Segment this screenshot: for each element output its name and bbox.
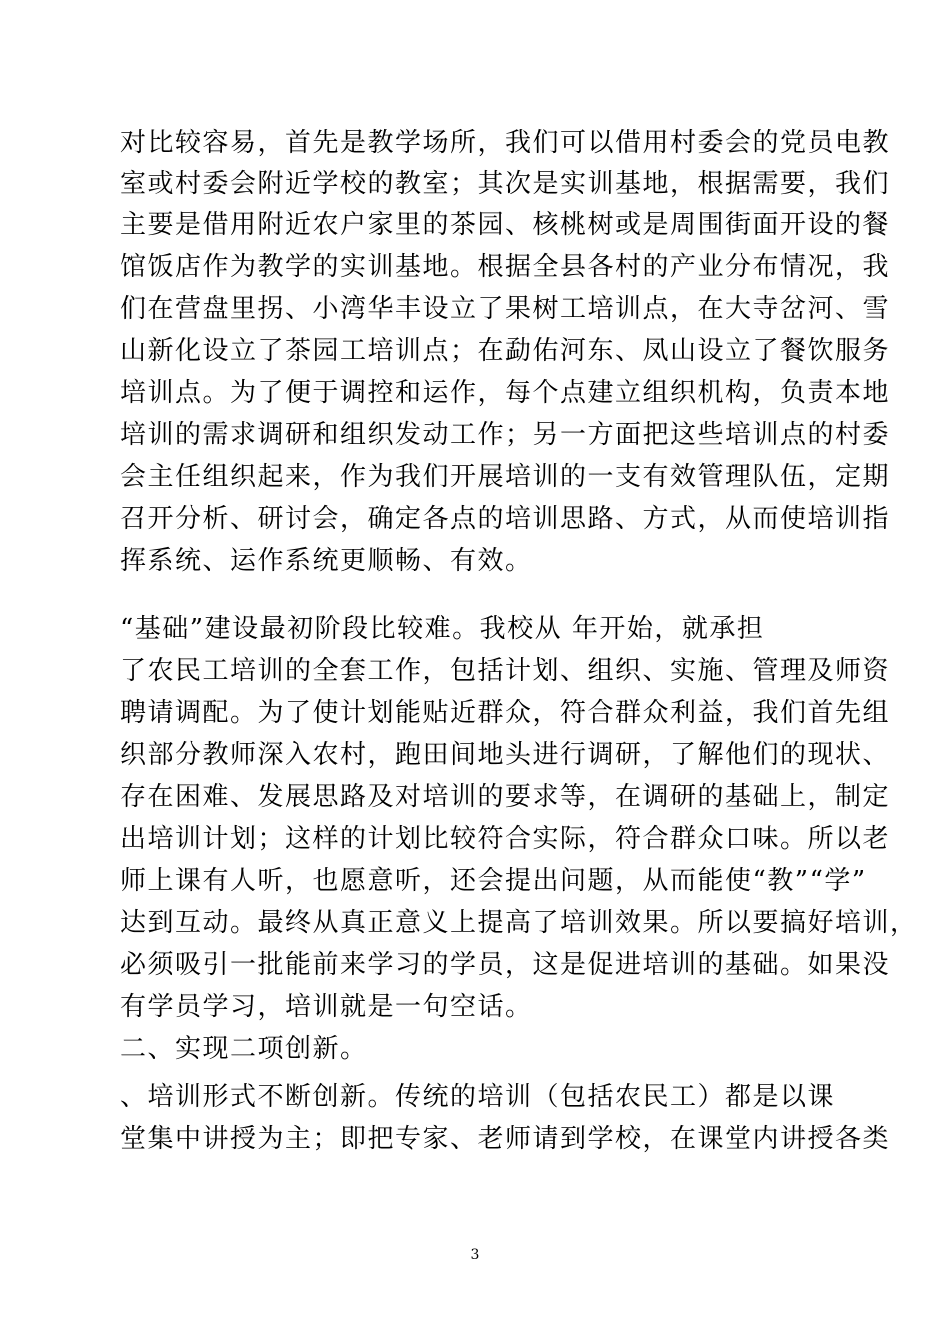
text-line: 聘请调配。为了使计划能贴近群众，符合群众利益，我们首先组 <box>120 698 891 728</box>
text-line: 们在营盘里拐、小湾华丰设立了果树工培训点，在大寺岔河、雪 <box>120 294 891 324</box>
text-line: 培训的需求调研和组织发动工作；另一方面把这些培训点的村委 <box>120 420 891 450</box>
text-line: 必须吸引一批能前来学习的学员，这是促进培训的基础。如果没 <box>120 950 891 980</box>
text-line: 主要是借用附近农户家里的茶园、核桃树或是周围街面开设的餐 <box>120 210 891 240</box>
text-line: 了农民工培训的全套工作，包括计划、组织、实施、管理及师资 <box>120 656 891 686</box>
text-line: 有学员学习，培训就是一句空话。 <box>120 992 533 1022</box>
text-line: 召开分析、研讨会，确定各点的培训思路、方式，从而使培训指 <box>120 504 891 534</box>
text-line: 山新化设立了茶园工培训点；在勐佑河东、凤山设立了餐饮服务 <box>120 336 891 366</box>
text-line: 织部分教师深入农村，跑田间地头进行调研，了解他们的现状、 <box>120 740 891 770</box>
text-line: 馆饭店作为教学的实训基地。根据全县各村的产业分布情况，我 <box>120 252 891 282</box>
text-line: 、培训形式不断创新。传统的培训（包括农民工）都是以课 <box>120 1082 836 1112</box>
text-line: 存在困难、发展思路及对培训的要求等，在调研的基础上，制定 <box>120 782 891 812</box>
text-line: 会主任组织起来，作为我们开展培训的一支有效管理队伍，定期 <box>120 462 891 492</box>
text-line: “基础”建设最初阶段比较难。我校从 年开始，就承担 <box>120 614 765 644</box>
text-line: 达到互动。最终从真正意义上提高了培训效果。所以要搞好培训， <box>120 908 918 938</box>
text-line: 培训点。为了便于调控和运作，每个点建立组织机构，负责本地 <box>120 378 891 408</box>
text-line: 师上课有人听，也愿意听，还会提出问题，从而能使“教”“学” <box>120 866 867 896</box>
text-line: 堂集中讲授为主；即把专家、老师请到学校，在课堂内讲授各类 <box>120 1124 891 1154</box>
text-line: 挥系统、运作系统更顺畅、有效。 <box>120 546 533 576</box>
page-number: 3 <box>470 1247 480 1263</box>
text-line: 对比较容易，首先是教学场所，我们可以借用村委会的党员电教 <box>120 128 891 158</box>
text-line: 出培训计划；这样的计划比较符合实际，符合群众口味。所以老 <box>120 824 891 854</box>
section-heading: 二、实现二项创新。 <box>120 1034 368 1064</box>
text-line: 室或村委会附近学校的教室；其次是实训基地，根据需要，我们 <box>120 169 891 199</box>
